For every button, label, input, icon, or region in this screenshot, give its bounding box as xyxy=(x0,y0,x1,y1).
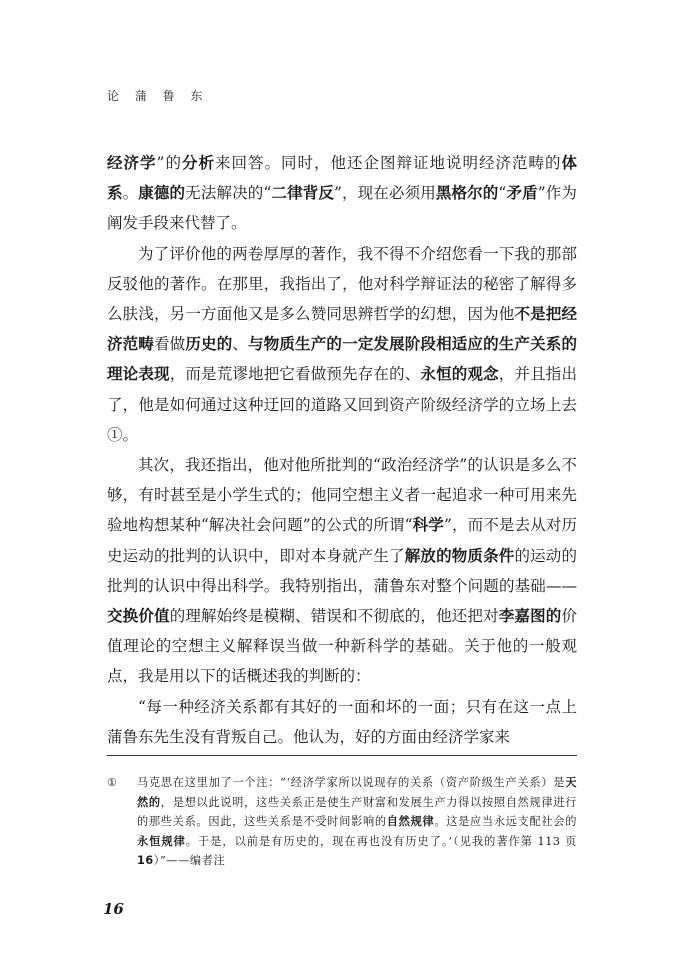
emphasized-text: 黑格尔的 xyxy=(435,184,499,203)
emphasized-text: 二律背反 xyxy=(271,184,334,203)
text-run: ）”——编者注 xyxy=(153,854,226,867)
text-run: 看做 xyxy=(154,335,186,354)
text-run: 的理解始终是模糊、错误和不彻底的，他还把对 xyxy=(169,607,499,626)
text-run: ”，而不是去从对历史运动的批判的认识中，即对本身就产生了 xyxy=(107,516,577,565)
emphasized-text: 历史的 xyxy=(185,335,233,354)
footnote-text xyxy=(137,773,577,871)
emphasized-text: 分析 xyxy=(181,154,215,172)
text-run: ，是想以此说明，这些关系正是使生产财富和发展生产力得以按照自然规律进行的那些关系。因此，这些关系是不受时间影响的 xyxy=(137,795,577,828)
paragraph xyxy=(107,450,577,692)
text-run: ”，现在必须用 xyxy=(333,184,436,203)
text-run: 、 xyxy=(232,335,249,354)
emphasized-text: 永恒的观念 xyxy=(420,365,499,384)
emphasized-text: 解放的物质条件 xyxy=(404,546,515,565)
emphasized-text: 交换价值 xyxy=(107,607,170,626)
text-run: 的运动的批判的认识中得出科学。我特别指出，蒲鲁东对整个问题的基础—— xyxy=(107,546,577,595)
emphasized-text: 与物质生产的一定发展阶段相适应的生产关系的理论表现 xyxy=(107,335,577,384)
paragraph xyxy=(107,148,577,239)
running-header: 论 蒲 鲁 东 xyxy=(107,89,209,103)
emphasized-text: 科学 xyxy=(412,516,444,535)
text-run: ”作为阐发手段来代替了。 xyxy=(107,184,577,233)
text-run: “ xyxy=(498,184,507,203)
text-run: ，并且指出了，他是如何通过这种迂回的道路又回到资产阶级经济学的立场上去①。 xyxy=(107,365,577,444)
paragraph xyxy=(107,692,577,752)
emphasized-text: 不是把经济范畴 xyxy=(107,305,577,354)
text-run: “每一种经济关系都有其好的一面和坏的一面；只有在这一点上蒲鲁东先生没有背叛自己。他认为，好的方面由经济学家来 xyxy=(107,697,577,746)
text-run: 。这是应当永远支配社会的 xyxy=(434,815,577,828)
footnote-divider xyxy=(107,755,577,756)
paragraph xyxy=(107,239,577,450)
text-run: 价值理论的空想主义解释误当做一种新科学的基础。关于他的一般观点，我是用以下的话概述我的判断的： xyxy=(107,607,577,686)
footnote-marker: ① xyxy=(107,776,118,789)
text-run: 来回答。同时，他还企图辩证地说明经济范畴的 xyxy=(214,154,562,172)
page-number: 16 xyxy=(103,900,124,918)
main-text xyxy=(107,148,577,752)
emphasized-text: 经济学 xyxy=(107,154,157,172)
text-run: 马克思在这里加了一个注：“‘经济学家所以说现存的关系（资产阶级生产关系）是 xyxy=(137,776,566,789)
emphasized-text: 矛盾 xyxy=(506,184,538,203)
text-run: 。于是，以前是有历史的，现在再也没有历史了。’（见我的著作第 113 页 xyxy=(185,834,577,848)
text-run: 其次，我还指出，他对他所批判的“政治经济学”的认识是多么不够，有时甚至是小学生式的；他同空想主义者一起追求一种可用来先验地构想某种“解决社会问题”的公式的所谓“ xyxy=(107,456,577,535)
text-run: ”的 xyxy=(156,154,182,172)
emphasized-text: 天然的 xyxy=(137,776,577,809)
emphasized-text: 体系 xyxy=(107,154,577,203)
text-run: 。 xyxy=(122,184,139,203)
text-run: 无法解决的“ xyxy=(185,184,272,203)
text-run: 为了评价他的两卷厚厚的著作，我不得不介绍您看一下我的那部反驳他的著作。在那里，我指出了，他对科学辩证法的秘密了解得多么肤浅，另一方面他又是多么赞同思辨哲学的幻想，因为他 xyxy=(107,244,577,324)
emphasized-text: 自然规律 xyxy=(386,815,435,828)
text-run: ，而是荒谬地把它看做预先存在的、 xyxy=(169,365,421,384)
emphasized-text: 李嘉图的 xyxy=(498,607,562,626)
emphasized-text: 16 xyxy=(137,854,154,867)
footnote xyxy=(107,773,577,871)
emphasized-text: 康德的 xyxy=(138,184,186,203)
emphasized-text: 永恒规律 xyxy=(137,834,186,848)
